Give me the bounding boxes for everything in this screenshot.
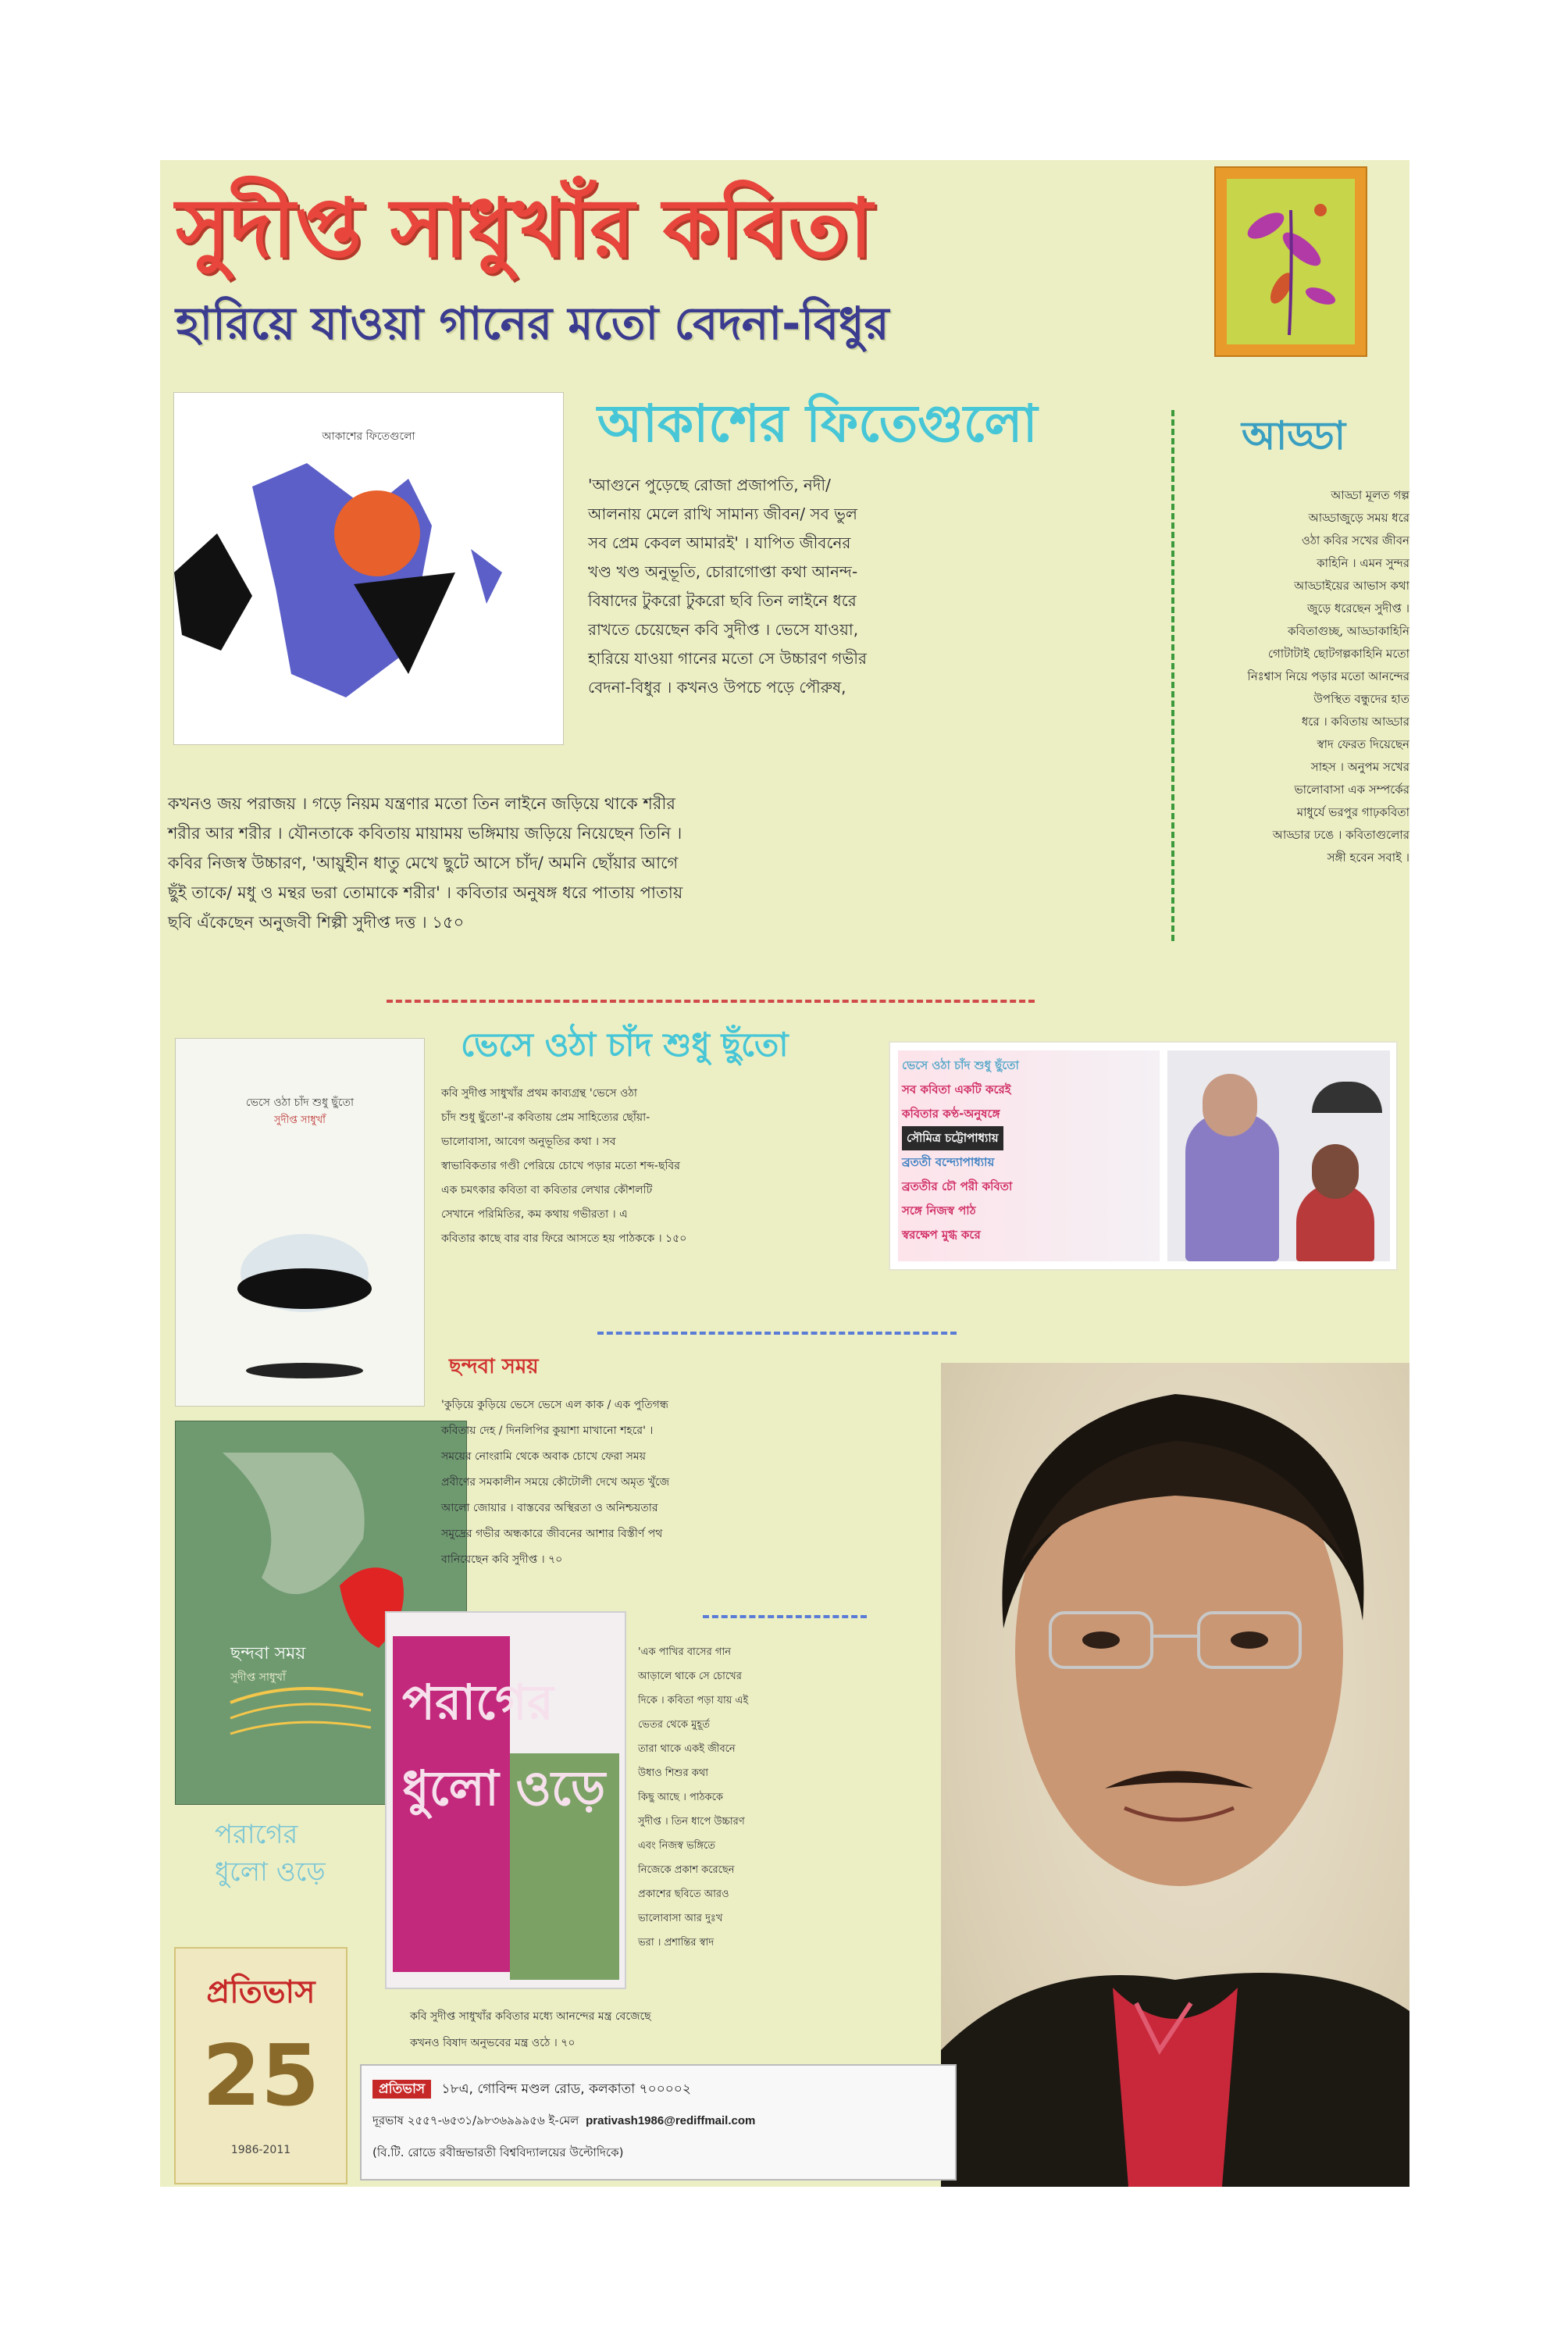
adda-line: আড্ডাজুড়ে সময় ধরে bbox=[1308, 511, 1409, 525]
akasher-line: কখনও জয় পরাজয় । গড়ে নিয়ম যন্ত্রণার মতো তিন লাইনে জড়িয়ে থাকে শরীর bbox=[168, 794, 675, 813]
akasher-section-title: আকাশের ফিতেগুলো bbox=[597, 394, 1038, 454]
chhanda-section-title: ছন্দবা সময় bbox=[449, 1355, 539, 1378]
akasher-line: ছুঁই তাকে/ মধু ও মন্থর ভরা তোমাকে শরীর' । কবিতার অনুষঙ্গ ধরে পাতায় পাতায় bbox=[168, 883, 683, 902]
logo-number: 25 bbox=[201, 2027, 320, 2125]
porager-line: কিছু আছে । পাঠককে bbox=[638, 1792, 723, 1803]
publisher-footer bbox=[362, 2066, 955, 2179]
akasher-text bbox=[588, 471, 1150, 702]
porager-caption-line: পরাগের bbox=[215, 1819, 298, 1850]
bhese-line: এক চমৎকার কবিতা বা কবিতার লেখার কৌশলটি bbox=[441, 1184, 653, 1196]
page-title: সুদীপ্ত সাধুখাঁর কবিতা bbox=[176, 180, 873, 276]
cd-insert bbox=[890, 1043, 1396, 1269]
adda-line: আড্ডাইয়ের আভাস কথা bbox=[1294, 579, 1409, 593]
adda-line: কাহিনি । এমন সুন্দর bbox=[1317, 556, 1409, 570]
akasher-line: বেদনা-বিধুর । কখনও উপচে পড়ে পৌরুষ, bbox=[588, 678, 846, 697]
akasher-line: বিষাদের টুকরো টুকরো ছবি তিন লাইনে ধরে bbox=[588, 591, 857, 610]
bhese-line: ভালোবাসা, আবেগ অনুভূতির কথা । সব bbox=[441, 1136, 616, 1148]
bhese-text bbox=[441, 1082, 878, 1251]
akasher-line: আলনায় মেলে রাখি সামান্য জীবন/ সব ভুল bbox=[588, 505, 857, 523]
porager-tail-line: কখনও বিষাদ অনুভবের মন্ত্র ওঠে । ৭০ bbox=[410, 2037, 576, 2049]
akasher-text-wide bbox=[168, 789, 1167, 937]
adda-line: ধরে । কবিতায় আড্ডার bbox=[1301, 715, 1409, 729]
prativash-logo bbox=[176, 1949, 346, 2183]
section-divider bbox=[387, 1000, 1035, 1003]
adda-line: ওঠা কবির সখের জীবন bbox=[1301, 533, 1409, 547]
porager-line: তারা থাকে একই জীবনে bbox=[638, 1743, 736, 1755]
page-subtitle: হারিয়ে যাওয়া গানের মতো বেদনা-বিধুর bbox=[176, 297, 889, 350]
cd-line: কবিতার কণ্ঠ-অনুষঙ্গে bbox=[902, 1107, 1000, 1121]
adda-line: ভালোবাসা এক সম্পর্কের bbox=[1294, 783, 1409, 797]
adda-line: আড্ডা মূলত গল্প bbox=[1331, 488, 1409, 502]
column-divider bbox=[1171, 410, 1174, 941]
adda-line: সাহস । অনুপম সখের bbox=[1310, 760, 1409, 774]
footer-label: প্রতিভাস bbox=[372, 2080, 431, 2099]
footer-phone: দূরভাষ ২৫৫৭-৬৫৩১/৯৮৩৬৯৯৯৫৬ ই-মেল bbox=[372, 2113, 579, 2127]
adda-line: আড্ডার ঢঙে । কবিতাগুলোর bbox=[1272, 828, 1409, 842]
porager-tail-line: কবি সুদীপ্ত সাধুখাঁর কবিতার মধ্যে আনন্দের মন্ত্র বেজেছে bbox=[410, 2010, 651, 2023]
porager-caption-line: ধুলো ওড়ে bbox=[215, 1856, 326, 1888]
chhanda-line: 'কুড়িয়ে কুড়িয়ে ভেসে ভেসে এল কাক / এক পুতিগন্ধ bbox=[441, 1399, 668, 1411]
porager-line: এবং নিজস্ব ভঙ্গিতে bbox=[638, 1840, 716, 1852]
akasher-line: হারিয়ে যাওয়া গানের মতো সে উচ্চারণ গভীর bbox=[588, 649, 868, 668]
porager-caption bbox=[215, 1816, 326, 1891]
porager-line: ভেতর থেকে মুহূর্ত bbox=[638, 1719, 710, 1731]
porager-line: আড়ালে থাকে সে চোখের bbox=[638, 1671, 742, 1682]
cd-line: স্বরক্ষেপ মুগ্ধ করে bbox=[902, 1228, 981, 1242]
chhanda-line: প্রবীণের সমকালীন সময়ে কৌটোলী দেখে অমৃত খুঁজে bbox=[441, 1476, 670, 1489]
footer-email[interactable]: prativash1986@rediffmail.com bbox=[586, 2114, 756, 2127]
chhanda-text bbox=[441, 1393, 878, 1573]
section-divider bbox=[597, 1332, 957, 1335]
akasher-book-cover: আকাশের ফিতেগুলো bbox=[174, 393, 563, 744]
adda-line: নিঃশ্বাস নিয়ে পড়ার মতো আনন্দের bbox=[1247, 669, 1409, 683]
porager-cover-title: পরাগের ধুলো ওড়ে bbox=[402, 1674, 606, 1817]
adda-line: মাধুর্যে ভরপুর গাঢ়কবিতা bbox=[1296, 805, 1409, 819]
cd-line: সব কবিতা একটি করেই bbox=[902, 1082, 1011, 1097]
adda-line: স্বাদ ফেরত দিয়েছেন bbox=[1317, 737, 1409, 751]
cd-line: ব্রততী বন্দ্যোপাধ্যায় bbox=[902, 1155, 995, 1169]
logo-name: প্রতিভাস bbox=[206, 1974, 315, 2010]
adda-line: কবিতাগুচ্ছ, আড্ডাকাহিনি bbox=[1288, 624, 1409, 638]
porager-line: সুদীপ্ত । তিন ধাপে উচ্চারণ bbox=[638, 1816, 745, 1828]
akasher-line: ছবি এঁকেছেন অনুজবী শিল্পী সুদীপ্ত দত্ত । ১৫০ bbox=[168, 913, 465, 932]
adda-line: সঙ্গী হবেন সবাই । bbox=[1327, 850, 1409, 865]
logo-years: 1986-2011 bbox=[230, 2144, 291, 2156]
chhanda-line: সমুদ্রের গভীর অন্ধকারে জীবনের আশার বিস্তীর্ণ পথ bbox=[441, 1528, 663, 1540]
porager-line: উধাও শিশুর কথা bbox=[638, 1767, 709, 1779]
bhese-line: চাঁদ শুধু ছুঁতো'-র কবিতায় প্রেম সাহিত্যের ছোঁয়া- bbox=[441, 1111, 650, 1124]
cd-line: ব্রততীর চৌ পরী কবিতা bbox=[902, 1179, 1013, 1193]
porager-line: ভরা । প্রশান্তির স্বাদ bbox=[638, 1937, 715, 1949]
chhanda-cover-author: সুদীপ্ত সাধুখাঁ bbox=[230, 1671, 286, 1684]
porager-line: নিজেকে প্রকাশ করেছেন bbox=[638, 1864, 735, 1876]
porager-tail-text bbox=[410, 2003, 957, 2056]
porager-text bbox=[638, 1640, 896, 1955]
chhanda-line: বানিয়েছেন কবি সুদীপ্ত । ৭০ bbox=[441, 1553, 563, 1566]
chhanda-line: কবিতায় দেহ / দিনলিপির কুয়াশা মাখানো শহরে' । bbox=[441, 1425, 654, 1437]
bhese-line: স্বাভাবিকতার গণ্ডী পেরিয়ে চোখে পড়ার মতো শব্দ-ছবির bbox=[441, 1160, 680, 1172]
chhanda-cover-title: ছন্দবা সময় bbox=[230, 1644, 306, 1664]
bhese-line: সেখানে পরিমিতির, কম কথায় গভীরতা । এ bbox=[441, 1208, 628, 1221]
akasher-line: সব প্রেম কেবল আমারই' । যাপিত জীবনের bbox=[588, 533, 851, 552]
cd-line: সৌমিত্র চট্টোপাধ্যায় bbox=[902, 1126, 1003, 1150]
porager-line: 'এক পাখির বাসের গান bbox=[638, 1646, 731, 1658]
akasher-line: 'আগুনে পুড়েছে রোজা প্রজাপতি, নদী/ bbox=[588, 476, 831, 494]
porager-book-cover bbox=[387, 1613, 625, 1988]
adda-text bbox=[1189, 484, 1409, 869]
akasher-line: শরীর আর শরীর । যৌনতাকে কবিতায় মায়াময় ভঙ্গিমায় জড়িয়ে নিয়েছেন তিনি । bbox=[168, 824, 682, 843]
adda-line: উপস্থিত বন্ধুদের হাত bbox=[1313, 692, 1409, 706]
chhanda-line: সময়ের নোংরামি থেকে অবাক চোখে ফেরা সময় bbox=[441, 1450, 646, 1463]
akasher-line: রাখতে চেয়েছেন কবি সুদীপ্ত । ভেসে যাওয়া, bbox=[588, 620, 859, 639]
chhanda-line: আলো জোয়ার । বাস্তবের অস্থিরতা ও অনিশ্চয়তার bbox=[441, 1502, 658, 1514]
cd-line: সঙ্গে নিজস্ব পাঠ bbox=[902, 1204, 976, 1218]
bhese-line: কবি সুদীপ্ত সাধুখাঁর প্রথম কাব্যগ্রন্থ 'ভেসে ওঠা bbox=[441, 1087, 637, 1100]
poet-photo bbox=[941, 1363, 1409, 2187]
bhese-section-title: ভেসে ওঠা চাঁদ শুধু ছুঁতো bbox=[461, 1025, 789, 1064]
porager-line: দিকে । কবিতা পড়া যায় এই bbox=[638, 1695, 749, 1706]
porager-line: ভালোবাসা আর দুঃখ bbox=[638, 1913, 723, 1924]
footer-note: (বি.টি. রোডে রবীন্দ্রভারতী বিশ্ববিদ্যালয়ের উল্টোদিকে) bbox=[372, 2145, 624, 2159]
adda-book-cover bbox=[1216, 168, 1366, 355]
porager-line: প্রকাশের ছবিতে আরও bbox=[638, 1888, 729, 1900]
bhese-line: কবিতার কাছে বার বার ফিরে আসতে হয় পাঠককে । ১৫০ bbox=[441, 1232, 687, 1245]
adda-section-title: আড্ডা bbox=[1242, 413, 1346, 458]
adda-line: গোটাটাই ছোটগল্পকাহিনি মতো bbox=[1267, 647, 1409, 661]
section-divider bbox=[703, 1615, 867, 1618]
bhese-book-cover: ভেসে ওঠা চাঁদ শুধু ছুঁতো সুদীপ্ত সাধুখাঁ bbox=[176, 1039, 424, 1406]
footer-address: ১৮এ, গোবিন্দ মণ্ডল রোড, কলকাতা ৭০০০০২ bbox=[441, 2081, 691, 2097]
akasher-line: কবির নিজস্ব উচ্চারণ, 'আয়ুহীন ধাতু মেখে ছুটে আসে চাঁদ/ অমনি ছোঁয়ার আগে bbox=[168, 854, 679, 872]
akasher-line: খণ্ড খণ্ড অনুভূতি, চোরাগোপ্তা কথা আনন্দ- bbox=[588, 562, 858, 581]
poster bbox=[160, 160, 1409, 2187]
cd-line: ভেসে ওঠা চাঁদ শুধু ছুঁতো bbox=[902, 1058, 1019, 1072]
adda-line: জুড়ে ধরেছেন সুদীপ্ত । bbox=[1307, 601, 1409, 615]
